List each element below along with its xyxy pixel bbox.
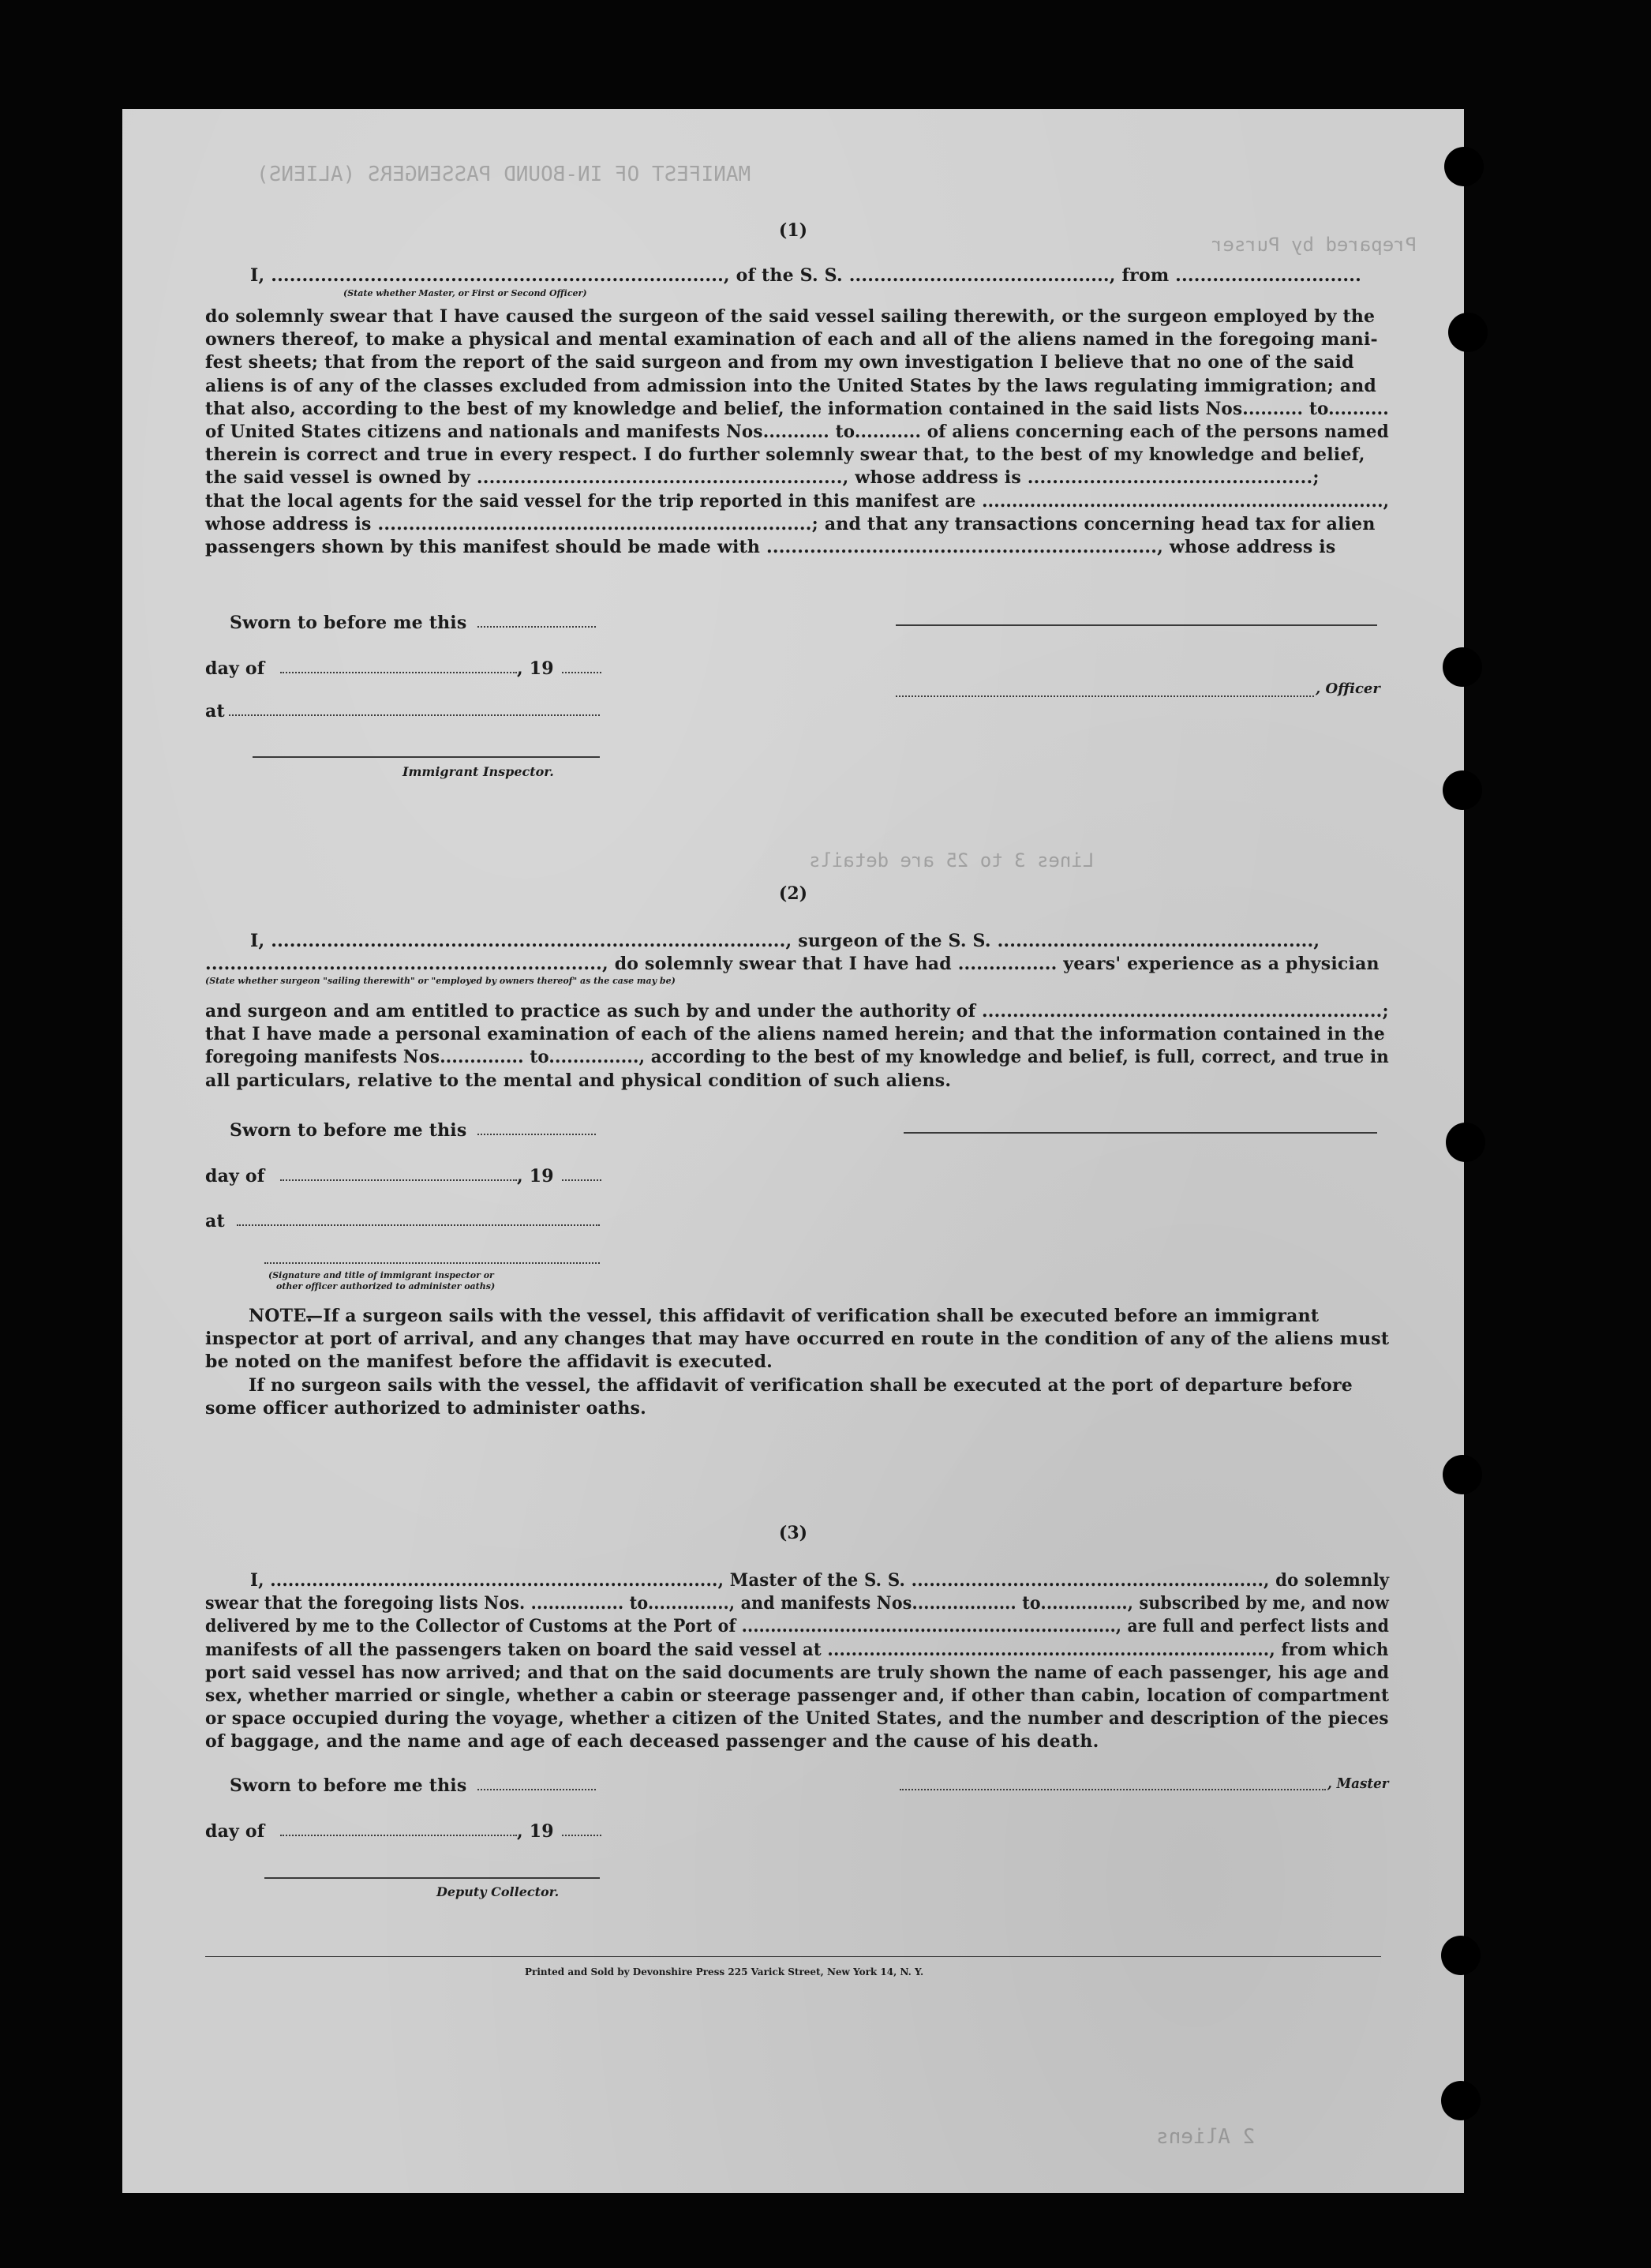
section-2-signature-line[interactable] bbox=[904, 1132, 1377, 1134]
footer-rule bbox=[205, 1956, 1381, 1957]
section-3-paragraph-line: I, ..........................................................................., Master of the S. S. ..........................................................., do solemnly bbox=[250, 1570, 1390, 1591]
section-3-paragraph-line: or space occupied during the voyage, whether a citizen of the United States, and the number and description of the pieces bbox=[205, 1708, 1389, 1730]
section-2-paragraph-line: that I have made a personal examination of each of the aliens named herein; and that the information contained in the bbox=[205, 1024, 1385, 1045]
section-1-number: (1) bbox=[778, 220, 808, 241]
section-2-surgeon-note: (State whether surgeon "sailing therewith" or "employed by owners thereof" as the case may be) bbox=[205, 976, 676, 986]
note-label: NOTE. bbox=[249, 1306, 313, 1326]
binder-hole bbox=[1444, 147, 1484, 186]
section-2-year-field[interactable] bbox=[562, 1179, 601, 1181]
section-1-day-label: day of bbox=[205, 658, 265, 679]
manifest-page bbox=[122, 109, 1464, 2193]
section-2-paragraph-line: and surgeon and am entitled to practice as such by and under the authority of .................................................................; bbox=[205, 1001, 1389, 1022]
section-3-master-field[interactable] bbox=[900, 1789, 1326, 1790]
section-1-officer-field[interactable] bbox=[896, 695, 1314, 697]
section-1-at-field[interactable] bbox=[229, 714, 600, 716]
bleed-through-aliens: 2 Aliens bbox=[1156, 2125, 1256, 2149]
section-3-sworn-field[interactable] bbox=[477, 1789, 596, 1790]
section-1-paragraph-line: passengers shown by this manifest should be made with ..............................................................., whose address is bbox=[205, 537, 1336, 557]
section-2-sig-note-1: (Signature and title of immigrant inspector or bbox=[268, 1270, 494, 1280]
section-1-sworn-label: Sworn to before me this bbox=[230, 613, 467, 633]
section-2-oath-line: I, ..................................................................................., surgeon of the S. S. ..................................................., bbox=[250, 931, 1320, 951]
section-1-paragraph-line: therein is correct and true in every respect. I do further solemnly swear that, to the best of my knowledge and belief, bbox=[205, 444, 1365, 466]
binder-hole bbox=[1441, 1936, 1481, 1975]
section-1-paragraph-line: that also, according to the best of my knowledge and belief, the information contained in the said lists Nos.......... to.......... bbox=[205, 398, 1389, 419]
section-2-inspector-line[interactable] bbox=[264, 1262, 600, 1264]
section-1-inspector-label: Immigrant Inspector. bbox=[402, 764, 554, 779]
note-line: some officer authorized to administer oaths. bbox=[205, 1397, 647, 1419]
printer-credit: Printed and Sold by Devonshire Press 225 Varick Street, New York 14, N. Y. bbox=[525, 1966, 924, 1977]
section-1-officer-label: , Officer bbox=[1316, 680, 1380, 697]
section-1-paragraph-line: owners thereof, to make a physical and mental examination of each and all of the aliens named in the foregoing mani- bbox=[205, 329, 1378, 351]
section-1-inspector-line[interactable] bbox=[253, 756, 600, 758]
section-2-at-field[interactable] bbox=[237, 1224, 600, 1226]
section-3-paragraph-line: manifests of all the passengers taken on board the said vessel at .........................................................................., from which bbox=[205, 1639, 1389, 1660]
bleed-through-title: MANIFEST OF IN-BOUND PASSENGERS (ALIENS) bbox=[256, 163, 751, 186]
section-3-paragraph-line: swear that the foregoing lists Nos. ................ to.............., and manifests Nos.................. to..............., subscribed by me, and now bbox=[205, 1593, 1389, 1614]
note-line: If no surgeon sails with the vessel, the affidavit of verification shall be executed at the port of departure before bbox=[249, 1374, 1353, 1396]
note-line: inspector at port of arrival, and any changes that may have occurred en route in the condition of any of the aliens must bbox=[205, 1329, 1390, 1350]
section-3-master-label: , Master bbox=[1327, 1775, 1389, 1792]
section-3-paragraph-line: port said vessel has now arrived; and that on the said documents are truly shown the name of each passenger, his age and bbox=[205, 1662, 1390, 1683]
section-3-collector-line[interactable] bbox=[264, 1877, 600, 1879]
section-1-oath-line: I, ........................................................................., of the S. S. .........................................., from .............................. bbox=[250, 265, 1361, 286]
section-2-sworn-field[interactable] bbox=[477, 1134, 596, 1135]
binder-hole bbox=[1443, 770, 1482, 810]
section-1-paragraph-line: aliens is of any of the classes excluded from admission into the United States by the laws regulating immigration; and bbox=[205, 375, 1376, 396]
section-1-paragraph-line: of United States citizens and nationals and manifests Nos........... to........... of aliens concerning each of the persons named bbox=[205, 422, 1389, 442]
section-1-title-note: (State whether Master, or First or Second Officer) bbox=[343, 288, 587, 298]
section-2-sig-note-2: other officer authorized to administer oaths) bbox=[276, 1281, 496, 1291]
section-2-paragraph-line: foregoing manifests Nos.............. to..............., according to the best of my knowledge and belief, is full, correct, and true in bbox=[205, 1047, 1389, 1068]
binder-hole bbox=[1448, 313, 1488, 352]
section-3-day-field[interactable] bbox=[280, 1835, 517, 1836]
section-3-paragraph-line: of baggage, and the name and age of each deceased passenger and the cause of his death. bbox=[205, 1731, 1099, 1753]
section-3-day-label: day of bbox=[205, 1821, 265, 1842]
section-1-paragraph-line: the said vessel is owned by ..........................................................., whose address is ..............................................; bbox=[205, 467, 1320, 489]
section-1-paragraph-line: fest sheets; that from the report of the said surgeon and from my own investigation I believe that no one of the said bbox=[205, 352, 1354, 373]
binder-hole bbox=[1441, 2081, 1481, 2120]
section-1-sworn-field[interactable] bbox=[477, 626, 596, 628]
section-1-year-field[interactable] bbox=[562, 672, 601, 673]
section-3-paragraph-line: delivered by me to the Collector of Customs at the Port of ................................................................., are full and perfect lists and bbox=[205, 1616, 1390, 1637]
binder-hole bbox=[1443, 647, 1482, 687]
section-2-day-label: day of bbox=[205, 1166, 265, 1186]
section-2-day-field[interactable] bbox=[280, 1179, 517, 1181]
binder-hole bbox=[1446, 1123, 1485, 1162]
note-line: —If a surgeon sails with the vessel, this affidavit of verification shall be executed before an immigrant bbox=[305, 1306, 1320, 1326]
section-1-at-label: at bbox=[205, 701, 225, 722]
section-2-year-label: , 19 bbox=[517, 1166, 554, 1186]
section-1-paragraph-line: do solemnly swear that I have caused the surgeon of the said vessel sailing therewith, or the surgeon employed by the bbox=[205, 306, 1376, 327]
section-1-paragraph-line: that the local agents for the said vessel for the trip reported in this manifest are ..................................................................., bbox=[205, 490, 1390, 512]
section-2-at-label: at bbox=[205, 1211, 225, 1231]
section-3-sworn-label: Sworn to before me this bbox=[230, 1775, 467, 1796]
binder-hole bbox=[1443, 1455, 1482, 1494]
section-2-paragraph-line: all particulars, relative to the mental and physical condition of such aliens. bbox=[205, 1070, 952, 1091]
section-1-paragraph-line: whose address is ......................................................................; and that any transactions concerning head tax for alien bbox=[205, 513, 1376, 534]
section-3-number: (3) bbox=[778, 1523, 808, 1543]
section-3-paragraph-line: sex, whether married or single, whether a cabin or steerage passenger and, if other than cabin, location of compartment bbox=[205, 1685, 1390, 1706]
section-2-experience-line: ................................................................, do solemnly swear that I have had ................ years' experience as a physician bbox=[205, 954, 1380, 974]
section-2-number: (2) bbox=[778, 883, 808, 904]
bleed-through-prepared: Prepared by Purser bbox=[1211, 234, 1417, 256]
note-line: be noted on the manifest before the affidavit is executed. bbox=[205, 1351, 773, 1373]
section-2-sworn-label: Sworn to before me this bbox=[230, 1120, 467, 1141]
section-3-year-label: , 19 bbox=[517, 1821, 554, 1842]
section-1-day-field[interactable] bbox=[280, 672, 517, 673]
section-1-year-label: , 19 bbox=[517, 658, 554, 679]
section-3-year-field[interactable] bbox=[562, 1835, 601, 1836]
section-1-signature-line[interactable] bbox=[896, 624, 1377, 626]
section-3-collector-label: Deputy Collector. bbox=[436, 1884, 560, 1899]
bleed-through-lines: Lines 3 to 25 are details bbox=[809, 849, 1095, 872]
